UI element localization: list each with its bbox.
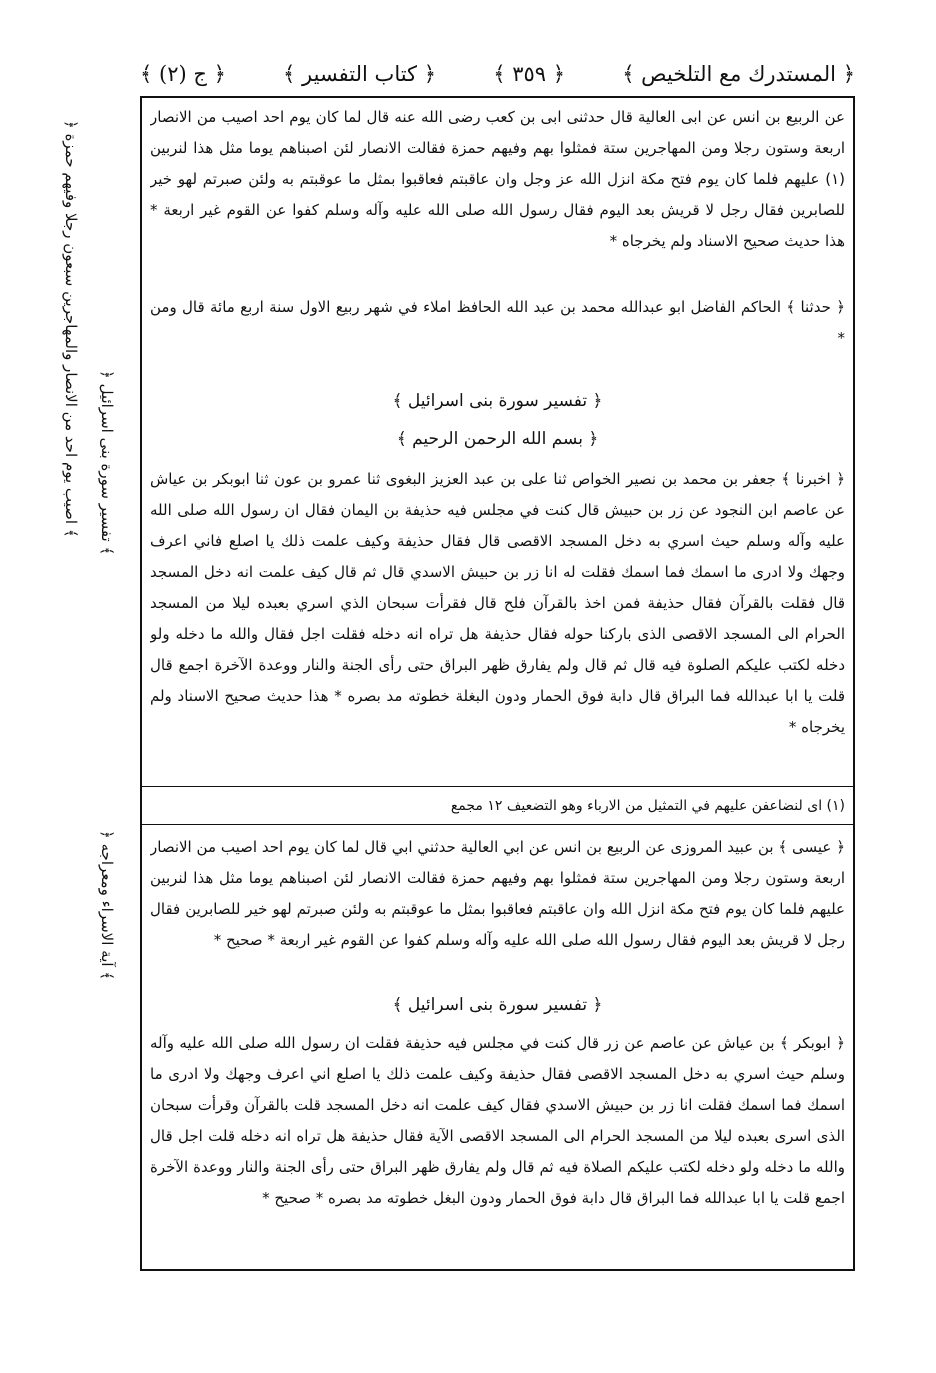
margin-note-2: ﴿ تفسير سورة بنى اسرائيل ﴾ bbox=[98, 370, 116, 556]
section-title: ﴿ كتاب التفسير ﴾ bbox=[283, 62, 437, 86]
volume-label: ﴿ ج (٢) ﴾ bbox=[140, 62, 226, 86]
text-frame bbox=[140, 96, 855, 1271]
section-divider bbox=[142, 824, 853, 825]
page-header bbox=[140, 52, 855, 96]
basmala: ﴿ بسم الله الرحمن الرحيم ﴾ bbox=[396, 429, 599, 449]
upper-paragraph-2: ﴿ حدثنا ﴾ الحاكم الفاضل ابو عبدالله محمد بن عبد الله الحافظ املاء في شهر ربيع الاول سنة اربع مائة قال ومن * bbox=[150, 298, 845, 347]
lower-surah-title: ﴿ تفسير سورة بنى اسرائيل ﴾ bbox=[392, 995, 603, 1015]
margin-note-1: ﴿ اصيب يوم احد من الانصار والمهاجرين سبعون رجلا وفيهم حمزة ﴾ bbox=[62, 120, 80, 538]
lower-paragraph-2: ﴿ ابوبكر ﴾ بن عياش عن عاصم عن زر قال كنت في مجلس فيه حذيفة فقلت ان رسول الله صلى الله عليه وآله وسلم حيث اسري به دخل المسجد الاقصى فقال حذيفة وكيف علمت ذلك يا اصلع اني اعرف وجهك ولا ادرى ما اسمك فما اسمك فقلت انا زر بن حبيش الاسدي فقال كيف علمت انه دخل المسجد قلت بالقرآن وقرأت سبحان الذى اسرى بعبده ليلا من المسجد الحرام الى المسجد الاقصى الآية فقال حذيفة هل تراه انه دخله قلت اجل قال والله ما دخله ولو دخله لكتب عليكم الصلاة فيه ثم قال ولم يفارق ظهر البراق حتى رأى الجنة والنار ووعدة الآخرة اجمع قلت يا ابا عبدالله فما البراق قال دابة فوق الحمار ودون البغل خطوته مد بصره * صحيح * bbox=[150, 1034, 845, 1207]
footnote: (١) اى لنضاعفن عليهم في التمثيل من الارباء وهو التضعيف ١٢ مجمع bbox=[450, 798, 845, 814]
margin-note-3: ﴿ آية الاسراء ومعراجه ﴾ bbox=[98, 830, 116, 981]
surah-title: ﴿ تفسير سورة بنى اسرائيل ﴾ bbox=[392, 391, 603, 411]
upper-paragraph-1: عن الربيع بن انس عن ابى العالية قال حدثنى ابى بن كعب رضى الله عنه قال لما كان يوم احد اصيب من الانصار اربعة وستون رجلا ومن المهاجرين ستة فمثلوا بهم وفيهم حمزة فقالت الانصار لئن اصبناهم يوما مثل هذا لنربين (١) عليهم فلما كان يوم فتح مكة انزل الله عز وجل وان عاقبتم فعاقبوا بمثل ما عوقبتم به ولئن صبرتم لهو خير للصابرين فقال رجل لا قريش بعد اليوم فقال رسول الله صلى الله عليه وآله وسلم كفوا عن القوم غير اربعة * هذا حديث صحيح الاسناد ولم يخرجاه * bbox=[150, 108, 845, 250]
footnote-divider bbox=[142, 786, 853, 787]
upper-paragraph-3: ﴿ اخبرنا ﴾ جعفر بن محمد بن نصير الخواص ثنا على بن عبد العزيز البغوى ثنا عمرو بن عون ثنا ابوبكر بن عياش عن عاصم ابن النجود عن زر بن حبيش قال كنت في مجلس فيه حذيفة بن اليمان فقال ان رسول الله صلى الله عليه وآله وسلم حيث اسري به دخل المسجد الاقصى قال فقال حذيفة وكيف علمت ذلك يا اصلع فاني اعرف وجهك ولا ادرى ما اسمك فما اسمك فقلت له انا زر بن حبيش الاسدي قال ثم قال كيف علمت انه دخل المسجد قال فقلت بالقرآن فقال حذيفة فمن اخذ بالقرآن فلح قال فقرأت سبحان الذي اسري بعبده ليلا من المسجد الحرام الى المسجد الاقصى الذى باركنا حوله فقال حذيفة هل تراه انه دخله فقلت اجل فقال والله ما دخله ولو دخله لكتب عليكم الصلوة فيه قال ثم قال ولم يفارق ظهر البراق حتى رأى الجنة والنار ووعدة الآخرة اجمع قال قلت يا ابا عبدالله فما البراق قال دابة فوق الحمار ودون البغلة خطوته مد بصره * هذا حديث صحيح الاسناد ولم يخرجاه * bbox=[150, 470, 845, 736]
book-title: ﴿ المستدرك مع التلخيص ﴾ bbox=[622, 62, 855, 86]
page-number: ﴿ ٣٥٩ ﴾ bbox=[493, 62, 566, 86]
lower-paragraph-1: ﴿ عيسى ﴾ بن عبيد المروزى عن الربيع بن انس عن ابي العالية حدثني ابي قال لما كان يوم احد اصيب من الانصار اربعة وستون رجلا ومن المهاجرين ستة فمثلوا بهم وفيهم حمزة فقالت الانصار لئن اصبناهم يوما مثل هذا لنربين عليهم فلما كان يوم فتح مكة انزل الله وان عاقبتم فعاقبوا بمثل ما عوقبتم به ولئن صبرتم لهو خير للصابرين فقال رجل لا قريش بعد اليوم فقال رسول الله صلى الله عليه وآله وسلم كفوا عن القوم غير اربعة * صحيح * bbox=[150, 838, 845, 949]
